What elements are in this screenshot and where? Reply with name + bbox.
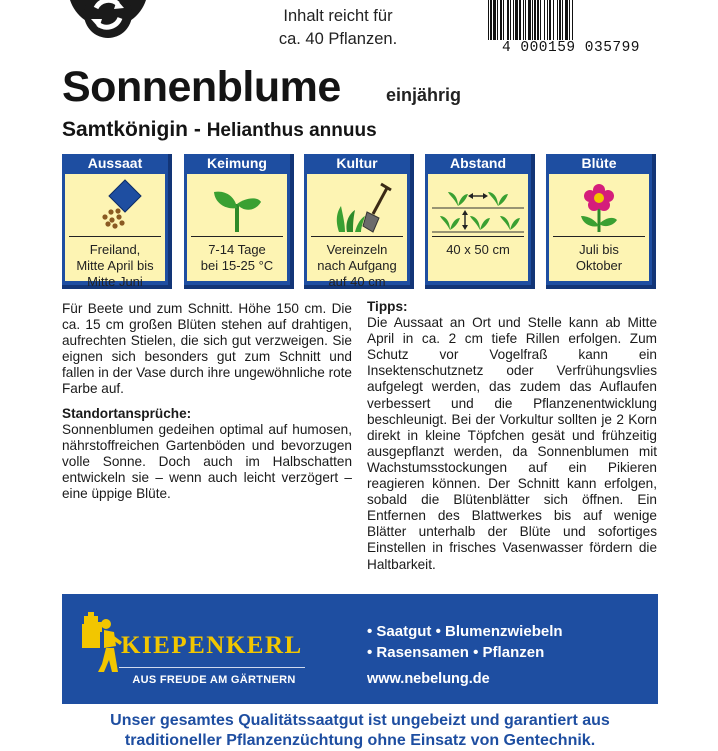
kiepenkerl-mascot-icon <box>78 612 124 674</box>
product-name: Sonnenblume <box>62 63 341 111</box>
info-box-title: Keimung <box>207 155 267 171</box>
description-column <box>62 301 352 502</box>
seedling-icon <box>187 174 287 238</box>
info-text-line: Mitte April bis <box>76 258 154 273</box>
product-list <box>367 621 563 663</box>
info-box-kultur <box>304 154 414 289</box>
description-intro: Für Beete und zum Schnitt. Höhe 150 cm. Die ca. 15 cm großen Blüten stehen auf drahtigen, aufrechten Stielen, die sich gut verzweigen. Sie eignen sich besonders gut zum Schnitt und fallen in der Vase durch ihre ungewöhnliche rote Farbe auf. <box>62 301 352 397</box>
brand-divider <box>119 667 305 668</box>
website-link[interactable]: www.nebelung.de <box>367 671 490 687</box>
location-heading: Standortansprüche: <box>62 405 192 421</box>
info-text-line: 40 x 50 cm <box>446 242 510 257</box>
info-text-line: auf 40 cm <box>328 274 386 289</box>
barcode-digits: 4 000159 035799 <box>478 40 664 56</box>
info-box-title: Abstand <box>450 155 506 171</box>
info-text-line: bei 15-25 °C <box>200 258 274 273</box>
brand-slogan: AUS FREUDE AM GÄRTNERN <box>132 674 296 686</box>
content-note <box>258 5 418 51</box>
spacing-icon <box>428 174 528 238</box>
info-box-title: Kultur <box>336 155 378 171</box>
green-dot-recycling-icon <box>62 0 154 52</box>
product-list-line2: • Rasensamen • Pflanzen <box>367 644 545 661</box>
flower-icon <box>549 174 649 238</box>
quality-statement <box>60 711 660 751</box>
info-text-line: Oktober <box>575 258 623 273</box>
content-note-line2: ca. 40 Pflanzen. <box>278 30 398 48</box>
info-text-line: Juli bis <box>579 242 619 257</box>
variety-name: Samtkönigin <box>62 118 189 141</box>
seed-packet-icon <box>65 174 165 238</box>
quality-statement-line1: Unser gesamtes Qualitätssaatgut ist ungebeizt und garantiert aus <box>110 712 610 729</box>
info-box-title: Blüte <box>581 155 617 171</box>
tips-heading: Tipps: <box>367 299 408 314</box>
location-text: Sonnenblumen gedeihen optimal auf humosen, nährstoffreichen Gartenböden und bevorzugen volle Sonne. Doch auch im Halbschatten entwickeln sie – wenn auch leicht verzögert – eine üppige Blüte. <box>62 421 352 502</box>
life-cycle: einjährig <box>386 85 462 105</box>
variety-separator: - <box>188 118 207 141</box>
shovel-icon <box>307 174 407 238</box>
info-box-abstand <box>425 154 535 289</box>
tips-text: Die Aussaat an Ort und Stelle kann ab Mitte April in ca. 2 cm tiefe Rillen erfolgen. Zum Schutz vor Vogelfraß kann ein Insektenschutznetz oder Verfrühungsvlies aufgelegt werden, das zudem das Auflaufen verbessert und die Pflanzenentwicklung beschleunigt. Bei der Vorkultur sollten je 2 Korn direkt in kleine Töpfchen gesät und frühzeitig ausgepflanzt werden, da Sonnenblumen mit Wachstumsstockungen auf ein Pikieren reagieren können. Der Schnitt kann erfolgen, sobald die Blütenblätter sich öffnen. Ein Entfernen des Blattwerkes bis auf wenige Blätter unterhalb der Blüte und sofortiges Einstellen in frisches Vasenwasser fördern die Haltbarkeit. <box>367 315 657 572</box>
info-box-bluete <box>546 154 656 289</box>
info-text-line: Freiland, <box>89 242 141 257</box>
content-note-line1: Inhalt reicht für <box>283 7 393 25</box>
product-list-line1: • Saatgut • Blumenzwiebeln <box>367 623 563 640</box>
quality-statement-line2: traditioneller Pflanzenzüchtung ohne Einsatz von Gentechnik. <box>124 732 596 749</box>
info-text-line: Vereinzeln <box>326 242 388 257</box>
info-box-title: Aussaat <box>87 155 143 171</box>
info-box-keimung <box>184 154 294 289</box>
info-text-line: Mitte Juni <box>87 274 143 289</box>
brand-name: KIEPENKERL <box>121 632 303 659</box>
tips-column <box>367 299 657 573</box>
variety-line <box>62 118 377 142</box>
info-text-line: nach Aufgang <box>317 258 397 273</box>
info-text-line: 7-14 Tage <box>208 242 266 257</box>
latin-name: Helianthus annuus <box>206 120 377 141</box>
info-box-aussaat <box>62 154 172 289</box>
